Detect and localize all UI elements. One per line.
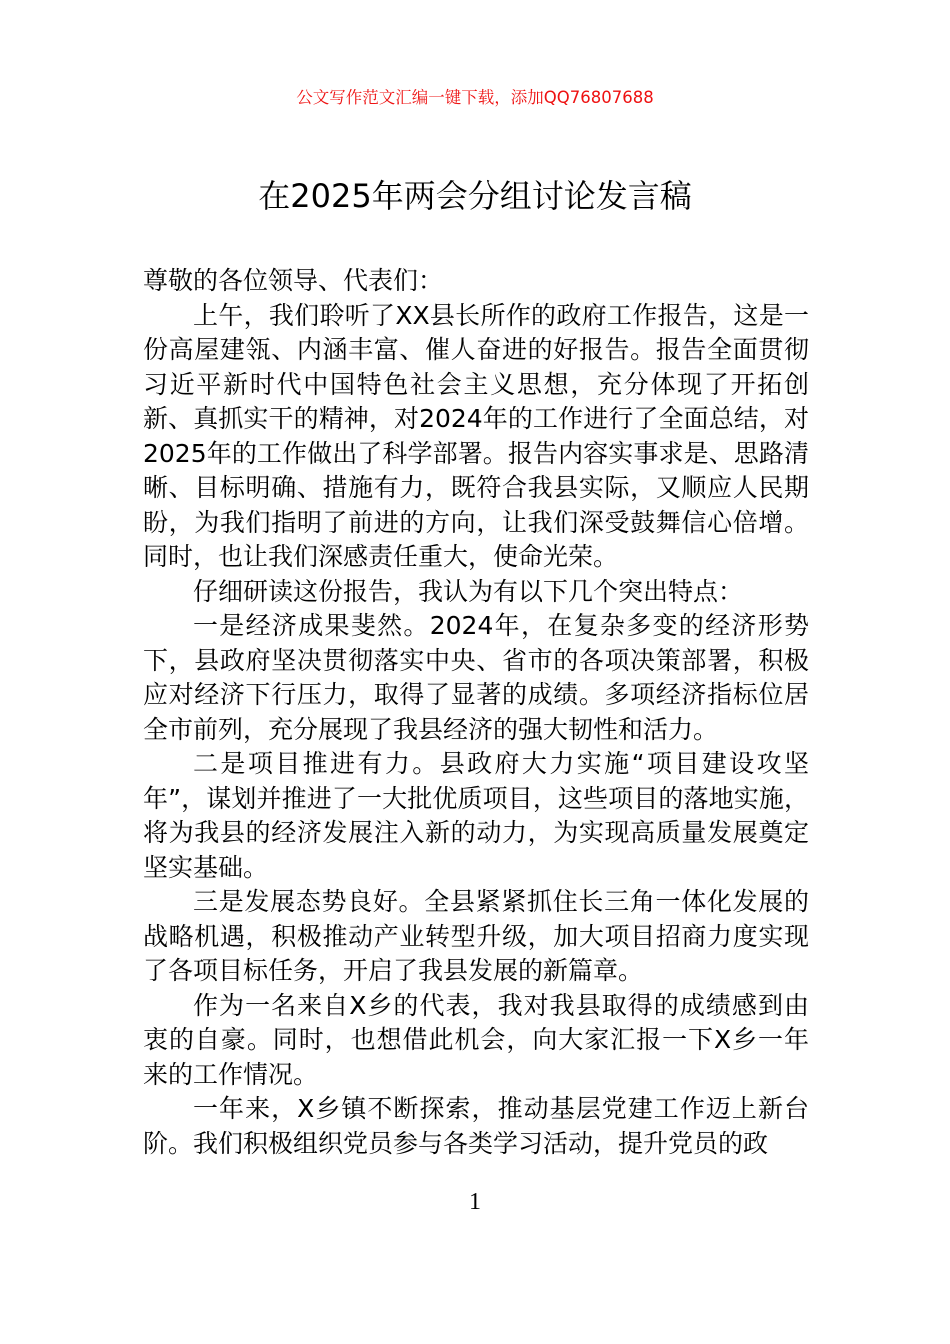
document-body [143, 264, 809, 1161]
paragraph: 二是项目推进有力。县政府大力实施“项目建设攻坚年”，谋划并推进了一大批优质项目，这些项目的落地实施，将为我县的经济发展注入新的动力，为实现高质量发展奠定坚实基础。 [143, 749, 809, 882]
paragraph: 三是发展态势良好。全县紧紧抓住长三角一体化发展的战略机遇，积极推动产业转型升级，加大项目招商力度实现了各项目标任务，开启了我县发展的新篇章。 [143, 887, 809, 985]
paragraph: 一是经济成果斐然。2024年，在复杂多变的经济形势下，县政府坚决贯彻落实中央、省市的各项决策部署，积极应对经济下行压力，取得了显著的成绩。多项经济指标位居全市前列，充分展现了我县经济的强大韧性和活力。 [143, 611, 809, 744]
salutation: 尊敬的各位领导、代表们： [143, 266, 444, 295]
paragraph: 一年来，X乡镇不断探索，推动基层党建工作迈上新台阶。我们积极组织党员参与各类学习活动，提升党员的政 [143, 1094, 809, 1158]
paragraph: 仔细研读这份报告，我认为有以下几个突出特点： [193, 576, 744, 606]
paragraph: 上午，我们聆听了XX县长所作的政府工作报告，这是一份高屋建瓴、内涵丰富、催人奋进的好报告。报告全面贯彻习近平新时代中国特色社会主义思想，充分体现了开拓创新、真抓实干的精神，对2024年的工作进行了全面总结，对2025年的工作做出了科学部署。报告内容实事求是、思路清晰、目标明确、措施有力，既符合我县实际，又顺应人民期盼，为我们指明了前进的方向，让我们深受鼓舞信心倍增。同时，也让我们深感责任重大，使命光荣。 [143, 300, 809, 571]
paragraph: 作为一名来自X乡的代表，我对我县取得的成绩感到由衷的自豪。同时，也想借此机会，向大家汇报一下X乡一年来的工作情况。 [143, 990, 809, 1089]
page-number: 1 [469, 1189, 481, 1215]
document-title: 在2025年两会分组讨论发言稿 [258, 177, 692, 215]
header-banner: 公文写作范文汇编一键下载，添加QQ76807688 [296, 88, 654, 107]
